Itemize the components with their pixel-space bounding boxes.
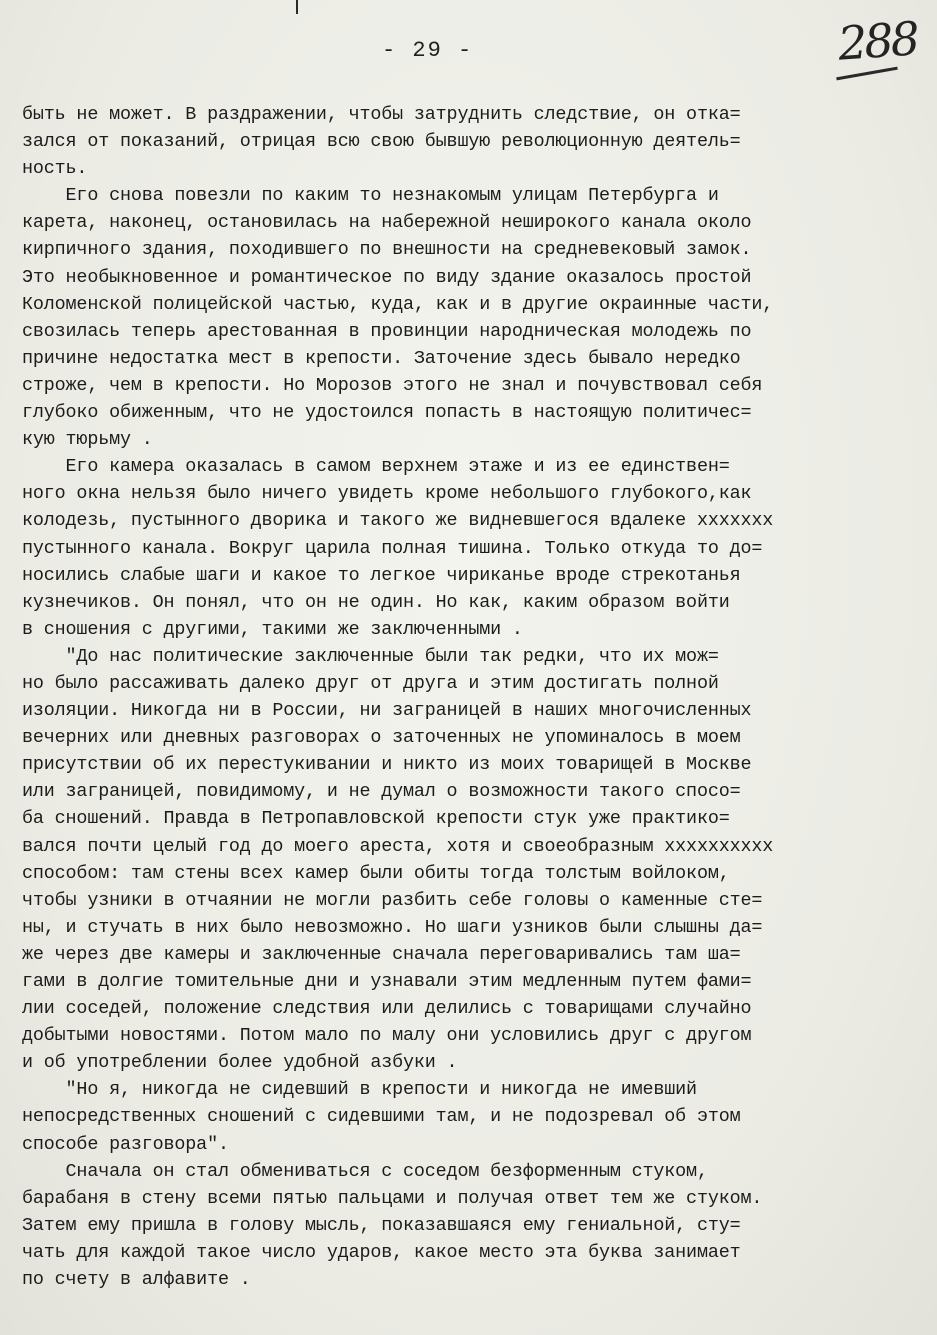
text-line: кузнечиков. Он понял, что он не один. Но как, каким образом войти	[22, 591, 730, 613]
text-line: чтобы узники в отчаянии не могли разбить себе головы о каменные сте=	[22, 889, 763, 911]
body-text	[22, 101, 932, 1293]
text-line: способом: там стены всех камер были обиты тогда толстым войлоком,	[22, 862, 730, 884]
text-line: барабаня в стену всеми пятью пальцами и получая ответ тем же стуком.	[22, 1187, 763, 1209]
text-line: добытыми новостями. Потом мало по малу они условились друг с другом	[22, 1025, 752, 1047]
text-line: непосредственных сношений с сидевшими там, и не подозревал об этом	[22, 1106, 741, 1128]
text-line: лии соседей, положение следствия или делились с товарищами случайно	[22, 998, 752, 1020]
text-line: быть не может. В раздражении, чтобы затруднить следствие, он отка=	[22, 104, 741, 125]
text-line: ба сношений. Правда в Петропавловской крепости стук уже практико=	[22, 808, 730, 830]
text-line: "До нас политические заключенные были так редки, что их мож=	[22, 645, 719, 667]
text-line: способе разговора".	[22, 1133, 229, 1155]
text-line: пустынного канала. Вокруг царила полная тишина. Только откуда то до=	[22, 537, 763, 559]
page-number: - 29 -	[382, 38, 474, 63]
text-line: строже, чем в крепости. Но Морозов этого не знал и почувствовал себя	[22, 374, 763, 396]
text-line: или заграницей, повидимому, и не думал о возможности такого спосо=	[22, 781, 741, 803]
text-line: Это необыкновенное и романтическое по виду здание оказалось простой	[22, 266, 752, 288]
text-line: ность.	[22, 158, 88, 180]
text-line: карета, наконец, остановилась на набережной неширокого канала около	[22, 212, 752, 234]
text-line: Его камера оказалась в самом верхнем этаже и из ее единствен=	[22, 456, 730, 478]
text-line: присутствии об их перестукивании и никто из моих товарищей в Москве	[22, 754, 752, 776]
text-line: "Но я, никогда не сидевший в крепости и никогда не имевший	[22, 1079, 697, 1101]
text-line: в сношения с другими, такими же заключенными .	[22, 618, 523, 640]
text-line: кую тюрьму .	[22, 429, 153, 451]
staple-mark	[296, 0, 298, 14]
text-line: ны, и стучать в них было невозможно. Но шаги узников были слышны да=	[22, 916, 763, 938]
text-line: гами в долгие томительные дни и узнавали этим медленным путем фами=	[22, 971, 752, 992]
text-line: кирпичного здания, походившего по внешности на средневековый замок.	[22, 239, 752, 261]
text-line: глубоко обиженным, что не удостоился попасть в настоящую политичес=	[22, 402, 752, 424]
text-line: изоляции. Никогда ни в России, ни заграницей в наших многочисленных	[22, 700, 752, 722]
text-line: вался почти целый год до моего ареста, хотя и своеобразным xxxxxxxxxx	[22, 835, 774, 857]
text-line: носились слабые шаги и какое то легкое чириканье вроде стрекотанья	[22, 564, 741, 586]
text-line: колодезь, пустынного дворика и такого же видневшегося вдалеке xxxxxxx	[22, 510, 774, 532]
text-line: по счету в алфавите .	[22, 1269, 251, 1291]
text-line: же через две камеры и заключенные сначала переговаривались там ша=	[22, 943, 741, 965]
text-line: Его снова повезли по каким то незнакомым улицам Петербурга и	[22, 185, 719, 207]
text-line: Сначала он стал обмениваться с соседом безформенным стуком,	[22, 1160, 708, 1182]
text-line: причине недостатка мест в крепости. Заточение здесь бывало нередко	[22, 347, 741, 369]
text-line: зался от показаний, отрицая всю свою бывшую революционную деятель=	[22, 131, 741, 153]
text-line: и об употреблении более удобной азбуки .	[22, 1052, 458, 1074]
text-line: чать для каждой такое число ударов, какое место эта буква занимает	[22, 1241, 741, 1263]
handwritten-archive-number: 288	[836, 11, 919, 71]
text-line: Коломенской полицейской частью, куда, как и в другие окраинные части,	[22, 293, 774, 315]
text-line: свозилась теперь арестованная в провинции народническая молодежь по	[22, 320, 752, 342]
text-line: ного окна нельзя было ничего увидеть кроме небольшого глубокого,как	[22, 483, 752, 505]
text-line: Затем ему пришла в голову мысль, показавшаяся ему гениальной, сту=	[22, 1214, 741, 1236]
text-line: но было рассаживать далеко друг от друга и этим достигать полной	[22, 672, 719, 694]
text-line: вечерних или дневных разговорах о заточенных не упоминалось в моем	[22, 727, 741, 749]
